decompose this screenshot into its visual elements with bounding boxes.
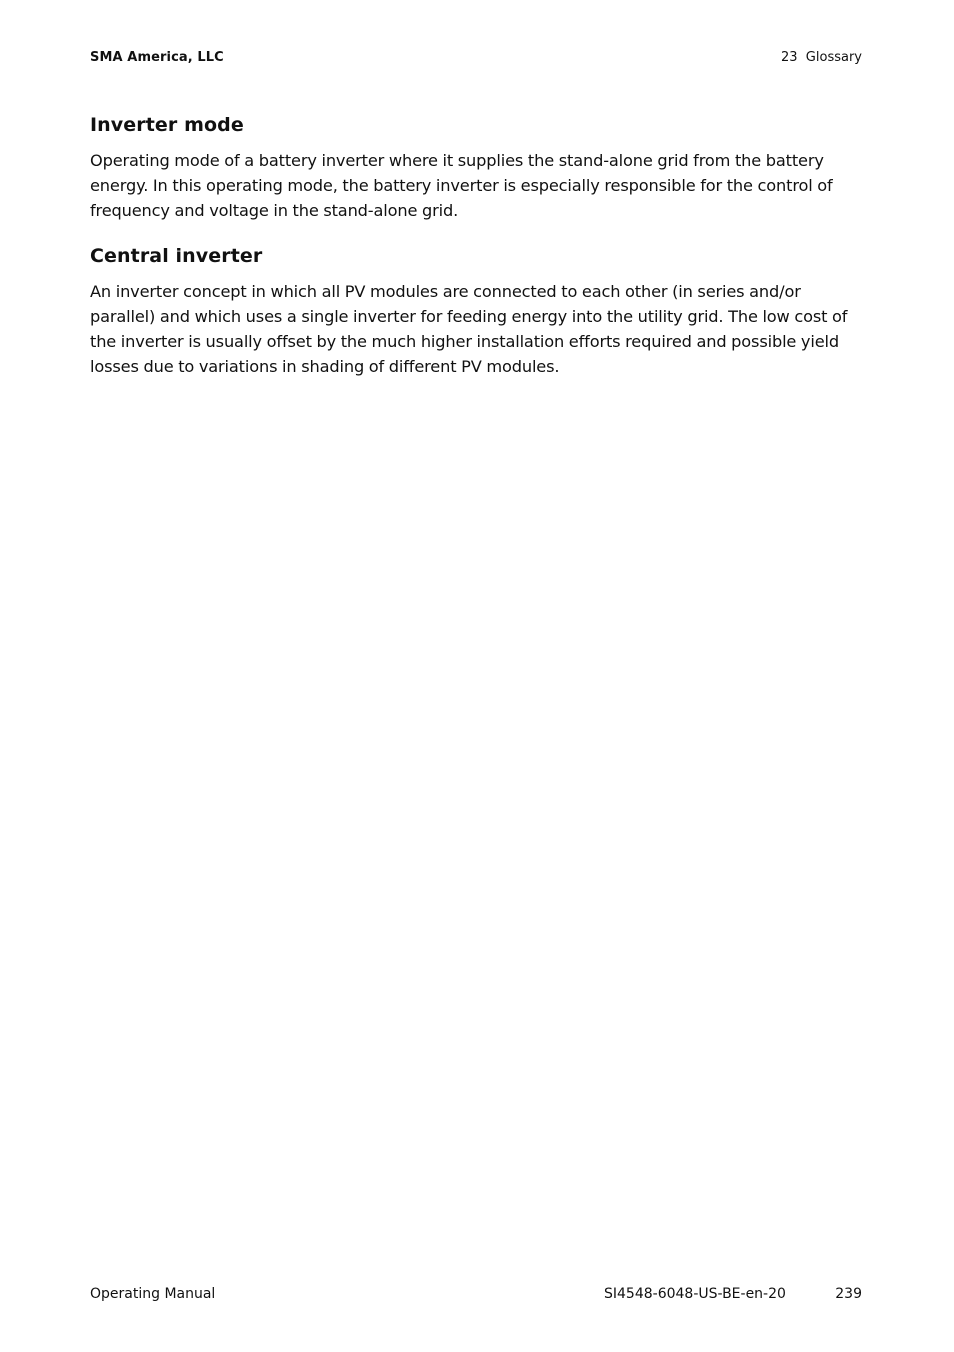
footer-page-number: 239 [835,1286,862,1302]
glossary-entry-central-inverter [90,243,862,379]
footer-manual-title: Operating Manual [90,1286,216,1302]
footer-document-id: SI4548-6048-US-BE-en-20 [604,1286,786,1302]
header-company: SMA America, LLC [90,50,224,65]
glossary-content [90,112,862,399]
glossary-term: Central inverter [90,245,263,267]
glossary-definition: An inverter concept in which all PV modules are connected to each other (in series and/or parallel) and which uses a single inverter for feeding energy into the utility grid. The low cost of the inverter is usually offset by the much higher installation efforts required and possible yield losses due to variations in shading of different PV modules. [90,282,848,376]
glossary-definition: Operating mode of a battery inverter where it supplies the stand-alone grid from the battery energy. In this operating mode, the battery inverter is especially responsible for the control of frequency and voltage in the stand-alone grid. [90,151,833,220]
glossary-entry-inverter-mode [90,112,862,223]
glossary-term: Inverter mode [90,114,244,136]
header-chapter: 23 Glossary [781,50,862,65]
